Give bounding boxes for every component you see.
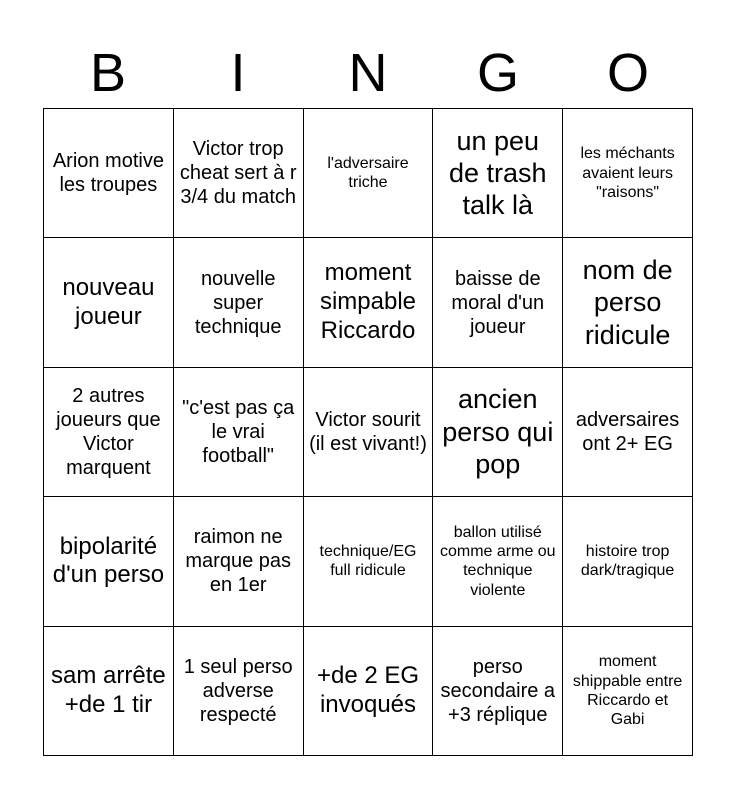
bingo-cell-r2c4[interactable] — [433, 238, 563, 367]
bingo-cell-r5c4[interactable] — [433, 627, 563, 756]
bingo-cell-r2c2[interactable] — [174, 238, 304, 367]
bingo-grid — [43, 108, 693, 756]
bingo-cell-r4c5[interactable] — [563, 497, 693, 626]
bingo-cell-r4c4[interactable] — [433, 497, 563, 626]
cell-text: nouveau joueur — [62, 273, 155, 330]
cell-text: les méchants avaient leurs "raisons" — [580, 145, 675, 201]
cell-text: Victor trop cheat sert à r 3/4 du match — [179, 138, 297, 209]
cell-text: moment simpable Riccardo — [319, 259, 417, 344]
header-letter-g: G — [476, 43, 519, 103]
bingo-cell-r4c1[interactable] — [44, 497, 174, 626]
bingo-cell-r2c5[interactable] — [563, 238, 693, 367]
bingo-cell-r3c2[interactable] — [174, 368, 304, 497]
cell-text: Victor sourit (il est vivant!) — [309, 408, 427, 455]
bingo-cell-r5c5[interactable] — [563, 627, 693, 756]
cell-text: baisse de moral d'un joueur — [451, 267, 545, 338]
bingo-cell-r4c2[interactable] — [174, 497, 304, 626]
cell-text: perso secondaire a +3 réplique — [440, 655, 556, 726]
bingo-header — [43, 38, 693, 108]
cell-text: sam arrête +de 1 tir — [51, 661, 166, 718]
cell-text: l'adversaire triche — [327, 155, 409, 192]
bingo-cell-r5c3[interactable] — [304, 627, 434, 756]
bingo-cell-r2c3[interactable] — [304, 238, 434, 367]
cell-text: technique/EG full ridicule — [319, 543, 417, 580]
cell-text: ballon utilisé comme arme ou technique violente — [439, 524, 556, 599]
bingo-cell-r3c3[interactable] — [304, 368, 434, 497]
cell-text: adversaires ont 2+ EG — [575, 408, 680, 455]
bingo-cell-r5c1[interactable] — [44, 627, 174, 756]
bingo-cell-r2c1[interactable] — [44, 238, 174, 367]
bingo-cell-r5c2[interactable] — [174, 627, 304, 756]
cell-text: ancien perso qui pop — [442, 384, 554, 480]
bingo-cell-r1c3[interactable] — [304, 109, 434, 238]
cell-text: histoire trop dark/tragique — [580, 543, 675, 580]
bingo-cell-r4c3[interactable] — [304, 497, 434, 626]
cell-text: 1 seul perso adverse respecté — [183, 655, 293, 726]
header-letter-i: I — [230, 43, 246, 103]
bingo-cell-r1c5[interactable] — [563, 109, 693, 238]
bingo-cell-r3c1[interactable] — [44, 368, 174, 497]
bingo-cell-r3c4[interactable] — [433, 368, 563, 497]
cell-text: un peu de trash talk là — [449, 125, 547, 221]
cell-text: raimon ne marque pas en 1er — [185, 526, 291, 597]
header-letter-b: B — [89, 43, 127, 103]
bingo-cell-r1c1[interactable] — [44, 109, 174, 238]
cell-text: nom de perso ridicule — [582, 255, 673, 350]
header-letter-n: N — [348, 43, 388, 103]
cell-text: nouvelle super technique — [194, 267, 282, 338]
cell-text: moment shippable entre Riccardo et Gabi — [572, 653, 683, 728]
bingo-cell-r1c4[interactable] — [433, 109, 563, 238]
cell-text: 2 autres joueurs que Victor marquent — [56, 384, 161, 479]
cell-text: "c'est pas ça le vrai football" — [182, 396, 295, 467]
header-letter-o: O — [606, 43, 649, 103]
bingo-cell-r3c5[interactable] — [563, 368, 693, 497]
cell-text: +de 2 EG invoqués — [316, 661, 420, 718]
cell-text: bipolarité d'un perso — [52, 532, 165, 589]
cell-text: Arion motive les troupes — [52, 150, 164, 197]
bingo-cell-r1c2[interactable] — [174, 109, 304, 238]
